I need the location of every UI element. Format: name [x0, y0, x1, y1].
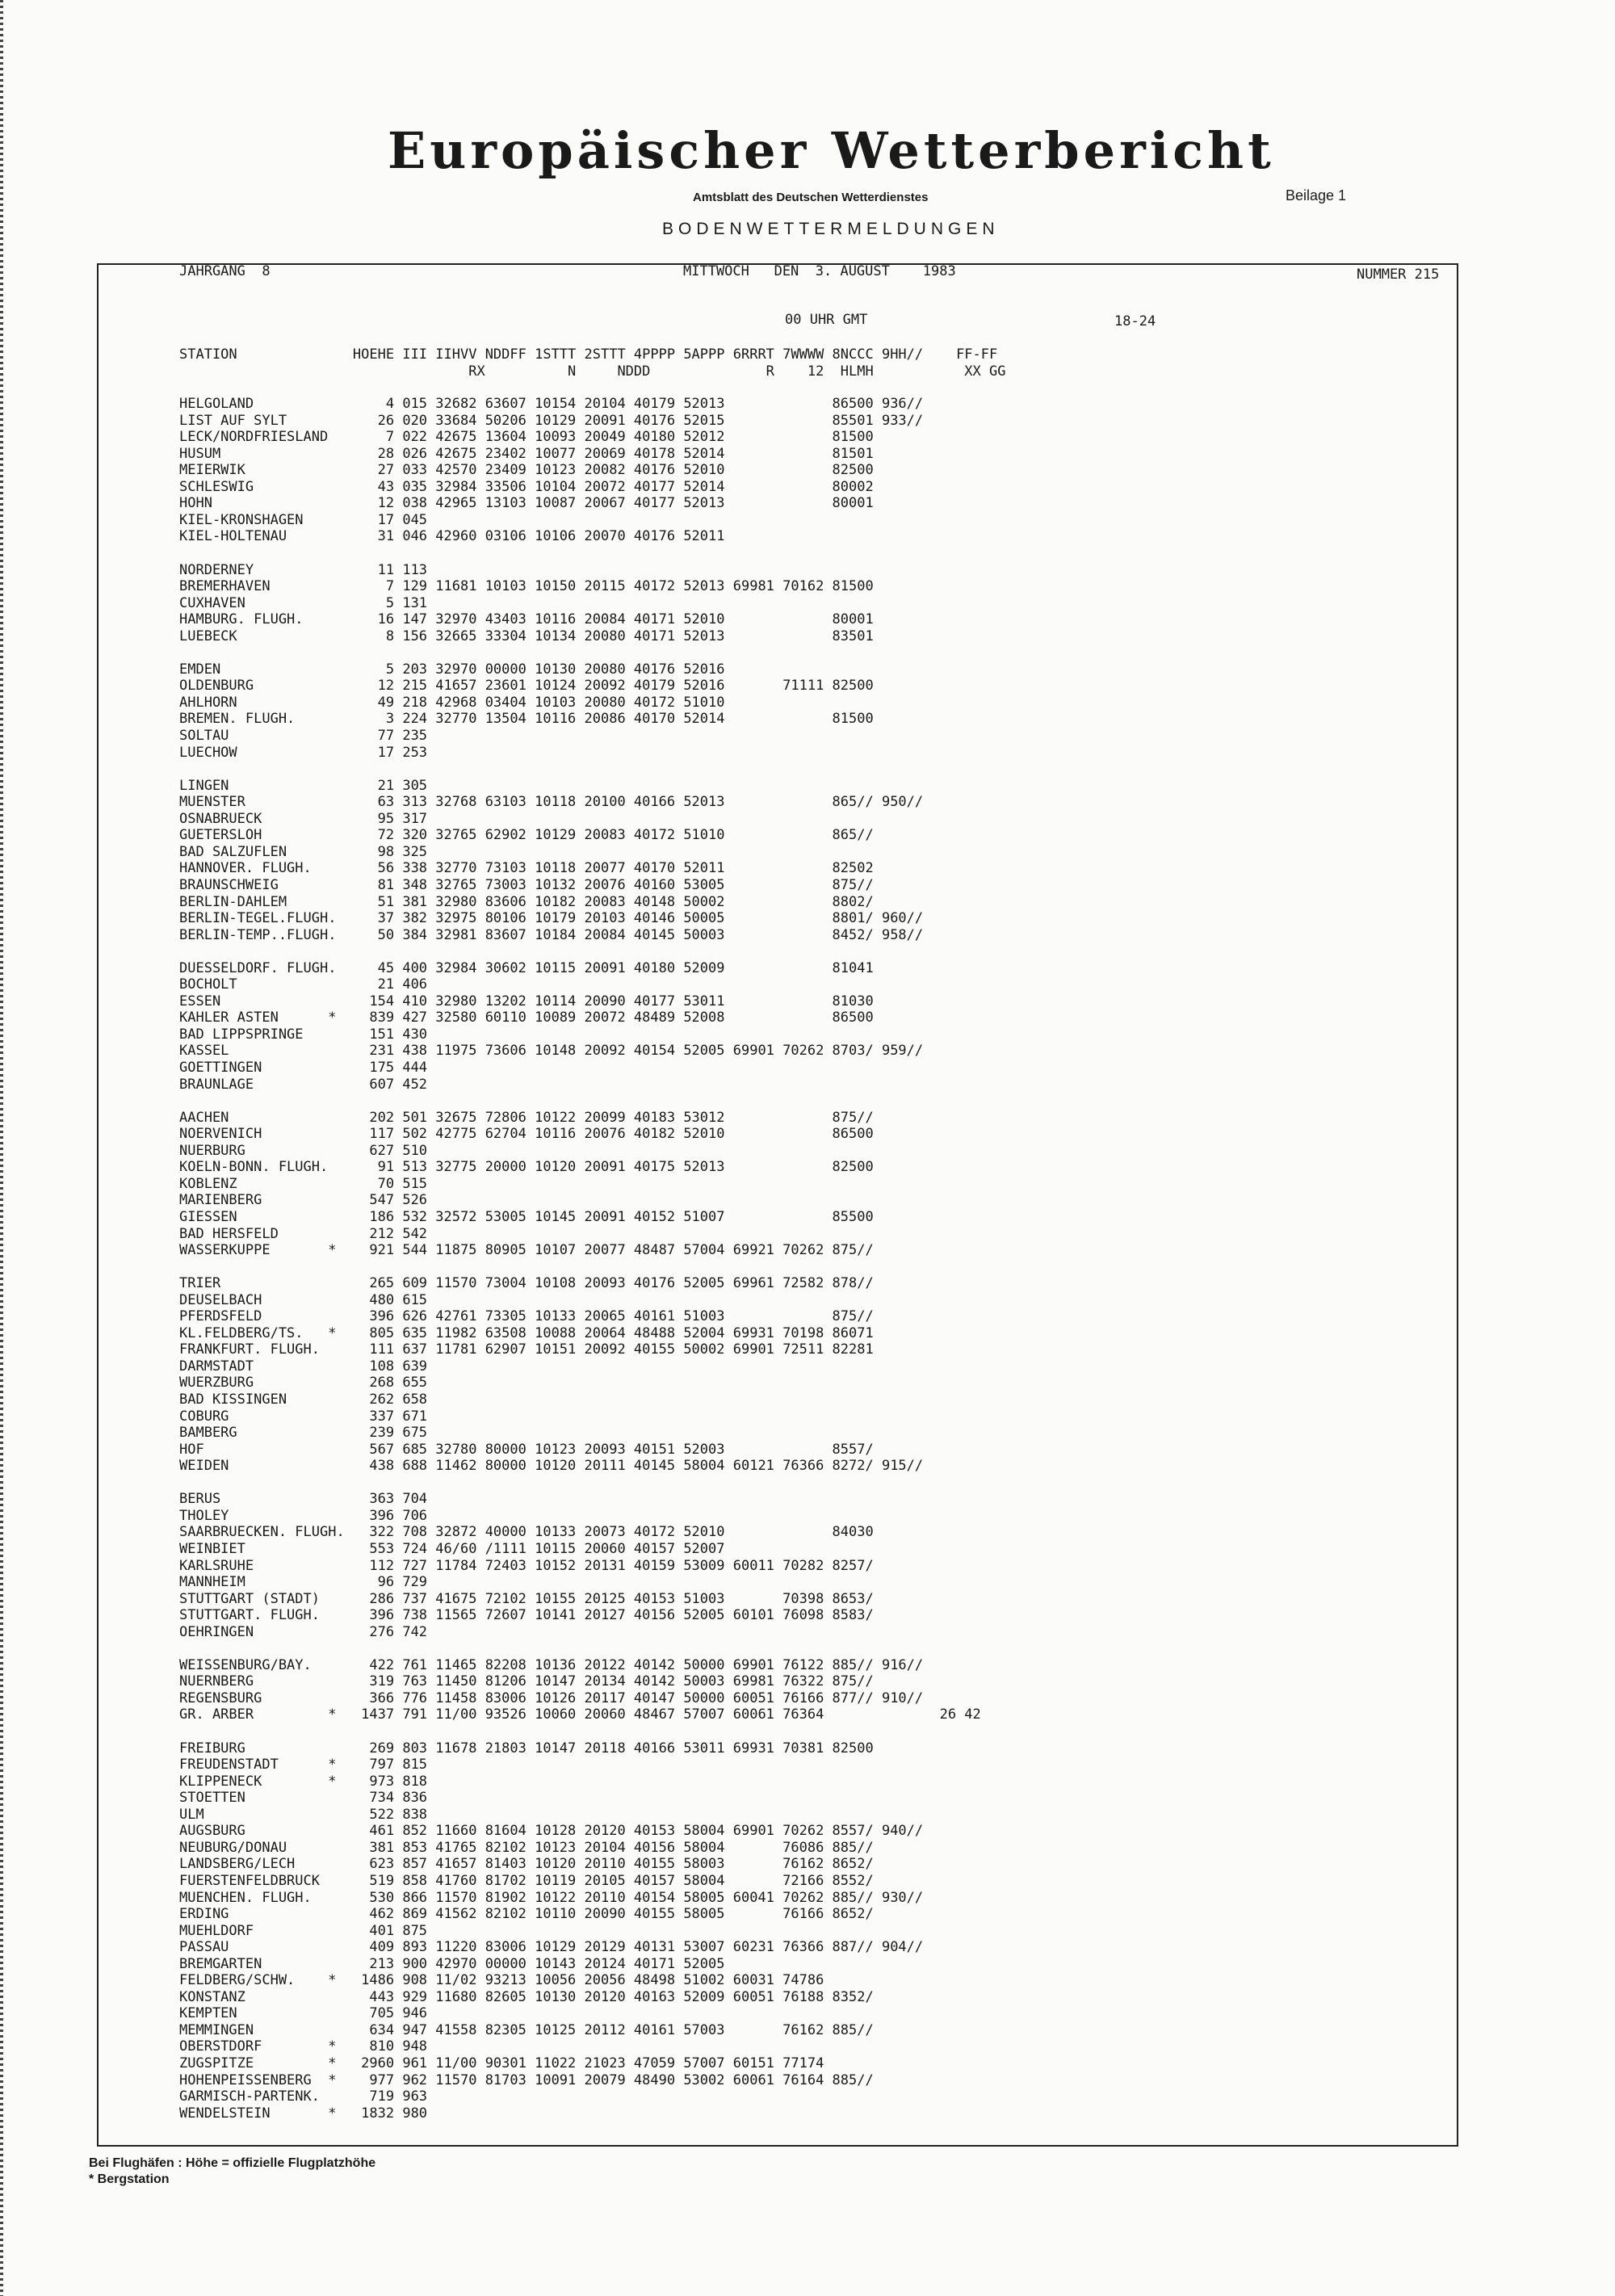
column-headers-line1: STATION HOEHE III IIHVV NDDFF 1STTT 2STTT 4PPPP 5APPP 6RRRT 7WWWW 8NCCC 9HH// FF-FF — [179, 346, 998, 363]
table-row: FRANKFURT. FLUGH. 111 637 11781 62907 10151 20092 40155 50002 69901 72511 82281 — [179, 1341, 874, 1358]
table-row: KARLSRUHE 112 727 11784 72403 10152 20131 40159 53009 60011 70282 8257/ — [179, 1557, 874, 1574]
footnote-mountain-station: * Bergstation — [89, 2172, 170, 2186]
table-row: NOERVENICH 117 502 42775 62704 10116 20076 40182 52010 86500 — [179, 1126, 874, 1143]
table-row: MEIERWIK 27 033 42570 23409 10123 20082 40176 52010 82500 — [179, 462, 874, 479]
table-row: BAD SALZUFLEN 98 325 — [179, 843, 428, 860]
table-row: AHLHORN 49 218 42968 03404 10103 20080 40172 51010 — [179, 694, 725, 711]
table-row: WEIDEN 438 688 11462 80000 10120 20111 40145 58004 60121 76366 8272/ 915// — [179, 1458, 924, 1475]
table-row: HELGOLAND 4 015 32682 63607 10154 20104 40179 52013 86500 936// — [179, 396, 924, 412]
table-row: SAARBRUECKEN. FLUGH. 322 708 32872 40000 10133 20073 40172 52010 84030 — [179, 1524, 874, 1541]
table-row: ULM 522 838 — [179, 1806, 428, 1823]
table-row: WEINBIET 553 724 46/60 /1111 10115 20060 40157 52007 — [179, 1540, 725, 1557]
table-row: BAD KISSINGEN 262 658 — [179, 1391, 428, 1408]
table-row: LECK/NORDFRIESLAND 7 022 42675 13604 10093 20049 40180 52012 81500 — [179, 429, 874, 446]
table-row: TRIER 265 609 11570 73004 10108 20093 40176 52005 69961 72582 878// — [179, 1275, 874, 1292]
table-row: HOF 567 685 32780 80000 10123 20093 40151 52003 8557/ — [179, 1441, 874, 1458]
table-row: BERUS 363 704 — [179, 1491, 428, 1508]
table-row: KOELN-BONN. FLUGH. 91 513 32775 20000 10120 20091 40175 52013 82500 — [179, 1159, 874, 1176]
table-row: MANNHEIM 96 729 — [179, 1574, 428, 1591]
table-row: BERLIN-DAHLEM 51 381 32980 83606 10182 20083 40148 50002 8802/ — [179, 893, 874, 910]
supplement-label: Beilage 1 — [1286, 187, 1347, 204]
table-row: DARMSTADT 108 639 — [179, 1358, 428, 1375]
table-row: EMDEN 5 203 32970 00000 10130 20080 40176 52016 — [179, 661, 725, 678]
table-row: OBERSTDORF * 810 948 — [179, 2038, 428, 2055]
table-row: COBURG 337 671 — [179, 1408, 428, 1425]
page-title: Europäischer Wetterbericht — [388, 121, 1275, 180]
table-row: KOBLENZ 70 515 — [179, 1175, 428, 1192]
table-row: KLIPPENECK * 973 818 — [179, 1773, 428, 1790]
table-row: HANNOVER. FLUGH. 56 338 32770 73103 10118 20077 40170 52011 82502 — [179, 860, 874, 877]
table-row: BREMEN. FLUGH. 3 224 32770 13504 10116 20086 40170 52014 81500 — [179, 711, 874, 728]
table-row: WEISSENBURG/BAY. 422 761 11465 82208 10136 20122 40142 50000 69901 76122 885// 916// — [179, 1656, 924, 1673]
table-row: HAMBURG. FLUGH. 16 147 32970 43403 10116 20084 40171 52010 80001 — [179, 611, 874, 628]
wind-period: 18-24 — [1114, 313, 1156, 329]
table-row: GR. ARBER * 1437 791 11/00 93526 10060 20060 48467 57007 60061 76364 26 42 — [179, 1706, 981, 1723]
table-row: BAD LIPPSPRINGE 151 430 — [179, 1026, 428, 1043]
table-row: DUESSELDORF. FLUGH. 45 400 32984 30602 10115 20091 40180 52009 81041 — [179, 959, 874, 976]
table-row: LANDSBERG/LECH 623 857 41657 81403 10120 20110 40155 58003 76162 8652/ — [179, 1856, 874, 1873]
table-row: AUGSBURG 461 852 11660 81604 10128 20120 40153 58004 69901 70262 8557/ 940// — [179, 1823, 924, 1840]
table-row: GIESSEN 186 532 32572 53005 10145 20091 40152 51007 85500 — [179, 1208, 874, 1225]
table-row: BERLIN-TEMP..FLUGH. 50 384 32981 83607 10184 20084 40145 50003 8452/ 958// — [179, 926, 924, 943]
table-row: ZUGSPITZE * 2960 961 11/00 90301 11022 21023 47059 57007 60151 77174 — [179, 2055, 824, 2071]
table-row: GARMISCH-PARTENK. 719 963 — [179, 2088, 428, 2105]
table-row: KIEL-KRONSHAGEN 17 045 — [179, 511, 428, 528]
observation-time: 00 UHR GMT — [785, 312, 868, 328]
publisher-subtitle: Amtsblatt des Deutschen Wetterdienstes — [693, 191, 929, 204]
table-row: BAMBERG 239 675 — [179, 1425, 428, 1442]
table-row: FUERSTENFELDBRUCK 519 858 41760 81702 10119 20105 40157 58004 72166 8552/ — [179, 1872, 874, 1889]
table-row: KIEL-HOLTENAU 31 046 42960 03106 10106 20070 40176 52011 — [179, 528, 725, 545]
footnote-airports: Bei Flughäfen : Höhe = offizielle Flugplatzhöhe — [89, 2156, 376, 2170]
table-row: BREMERHAVEN 7 129 11681 10103 10150 20115 40172 52013 69981 70162 81500 — [179, 578, 874, 595]
table-row: MUEHLDORF 401 875 — [179, 1922, 428, 1939]
table-row: KEMPTEN 705 946 — [179, 2005, 428, 2022]
table-row: OSNABRUECK 95 317 — [179, 810, 428, 827]
table-row: HOHN 12 038 42965 13103 10087 20067 40177 52013 80001 — [179, 495, 874, 512]
table-row: WASSERKUPPE * 921 544 11875 80905 10107 20077 48487 57004 69921 70262 875// — [179, 1242, 874, 1259]
table-row: NUERNBERG 319 763 11450 81206 10147 20134 40142 50003 69981 76322 875// — [179, 1673, 874, 1690]
table-row: FREUDENSTADT * 797 815 — [179, 1757, 428, 1773]
table-row: HOHENPEISSENBERG * 977 962 11570 81703 10091 20079 48490 53002 60061 76164 885// — [179, 2071, 874, 2088]
table-row: BOCHOLT 21 406 — [179, 976, 428, 993]
table-row: FELDBERG/SCHW. * 1486 908 11/02 93213 10056 20056 48498 51002 60031 74786 — [179, 1972, 824, 1989]
table-row: GUETERSLOH 72 320 32765 62902 10129 20083 40172 51010 865// — [179, 827, 874, 844]
table-row: NEUBURG/DONAU 381 853 41765 82102 10123 20104 40156 58004 76086 885// — [179, 1839, 874, 1856]
table-row: OLDENBURG 12 215 41657 23601 10124 20092 40179 52016 71111 82500 — [179, 678, 874, 695]
table-row: BREMGARTEN 213 900 42970 00000 10143 20124 40171 52005 — [179, 1955, 725, 1972]
table-row: LUECHOW 17 253 — [179, 744, 428, 761]
table-row: DEUSELBACH 480 615 — [179, 1291, 428, 1308]
issue-date: MITTWOCH DEN 3. AUGUST 1983 — [683, 263, 956, 279]
table-row: BRAUNSCHWEIG 81 348 32765 73003 10132 20076 40160 53005 875// — [179, 876, 874, 893]
table-row: KL.FELDBERG/TS. * 805 635 11982 63508 10088 20064 48488 52004 69931 70198 86071 — [179, 1324, 874, 1341]
volume-label: JAHRGANG 8 — [179, 263, 271, 279]
table-row: STUTTGART. FLUGH. 396 738 11565 72607 10141 20127 40156 52005 60101 76098 8583/ — [179, 1607, 874, 1624]
table-row: ESSEN 154 410 32980 13202 10114 20090 40177 53011 81030 — [179, 993, 874, 1009]
table-row: PASSAU 409 893 11220 83006 10129 20129 40131 53007 60231 76366 887// 904// — [179, 1939, 924, 1956]
table-row: KASSEL 231 438 11975 73606 10148 20092 40154 52005 69901 70262 8703/ 959// — [179, 1043, 924, 1060]
table-row: THOLEY 396 706 — [179, 1507, 428, 1524]
table-row: KONSTANZ 443 929 11680 82605 10130 20120 40163 52009 60051 76188 8352/ — [179, 1988, 874, 2005]
table-row: PFERDSFELD 396 626 42761 73305 10133 20065 40161 51003 875// — [179, 1308, 874, 1325]
table-row: NUERBURG 627 510 — [179, 1142, 428, 1159]
table-row: NORDERNEY 11 113 — [179, 561, 428, 578]
table-row: SCHLESWIG 43 035 32984 33506 10104 20072 40177 52014 80002 — [179, 478, 874, 495]
table-row: SOLTAU 77 235 — [179, 728, 428, 744]
table-row: STOETTEN 734 836 — [179, 1790, 428, 1807]
table-row: REGENSBURG 366 776 11458 83006 10126 20117 40147 50000 60051 76166 877// 910// — [179, 1689, 924, 1706]
table-row: ERDING 462 869 41562 82102 10110 20090 40155 58005 76166 8652/ — [179, 1906, 874, 1923]
table-row: KAHLER ASTEN * 839 427 32580 60110 10089 20072 48489 52008 86500 — [179, 1009, 874, 1026]
table-row: BERLIN-TEGEL.FLUGH. 37 382 32975 80106 10179 20103 40146 50005 8801/ 960// — [179, 910, 924, 927]
table-row: MUENSTER 63 313 32768 63103 10118 20100 40166 52013 865// 950// — [179, 794, 924, 811]
issue-number: NUMMER 215 — [1357, 267, 1440, 283]
table-row: OEHRINGEN 276 742 — [179, 1623, 428, 1640]
table-row: BRAUNLAGE 607 452 — [179, 1076, 428, 1093]
table-row: CUXHAVEN 5 131 — [179, 594, 428, 611]
table-row: AACHEN 202 501 32675 72806 10122 20099 40183 53012 875// — [179, 1109, 874, 1126]
table-row: BAD HERSFELD 212 542 — [179, 1225, 428, 1242]
table-row: MEMMINGEN 634 947 41558 82305 10125 20112 40161 57003 76162 885// — [179, 2021, 874, 2038]
table-row: STUTTGART (STADT) 286 737 41675 72102 10155 20125 40153 51003 70398 8653/ — [179, 1590, 874, 1607]
column-headers-line2: RX N NDDD R 12 HLMH XX GG — [179, 363, 1006, 380]
table-row: MARIENBERG 547 526 — [179, 1192, 428, 1209]
section-title: BODENWETTERMELDUNGEN — [662, 220, 1000, 238]
table-row: MUENCHEN. FLUGH. 530 866 11570 81902 10122 20110 40154 58005 60041 70262 885// 930// — [179, 1889, 924, 1906]
table-row: HUSUM 28 026 42675 23402 10077 20069 40178 52014 81501 — [179, 445, 874, 462]
table-row: LUEBECK 8 156 32665 33304 10134 20080 40171 52013 83501 — [179, 628, 874, 644]
table-row: LINGEN 21 305 — [179, 777, 428, 794]
table-row: GOETTINGEN 175 444 — [179, 1060, 428, 1076]
table-row: WENDELSTEIN * 1832 980 — [179, 2105, 428, 2122]
table-row: FREIBURG 269 803 11678 21803 10147 20118 40166 53011 69931 70381 82500 — [179, 1740, 874, 1757]
table-row: LIST AUF SYLT 26 020 33684 50206 10129 20091 40176 52015 85501 933// — [179, 412, 924, 429]
table-row: WUERZBURG 268 655 — [179, 1375, 428, 1391]
